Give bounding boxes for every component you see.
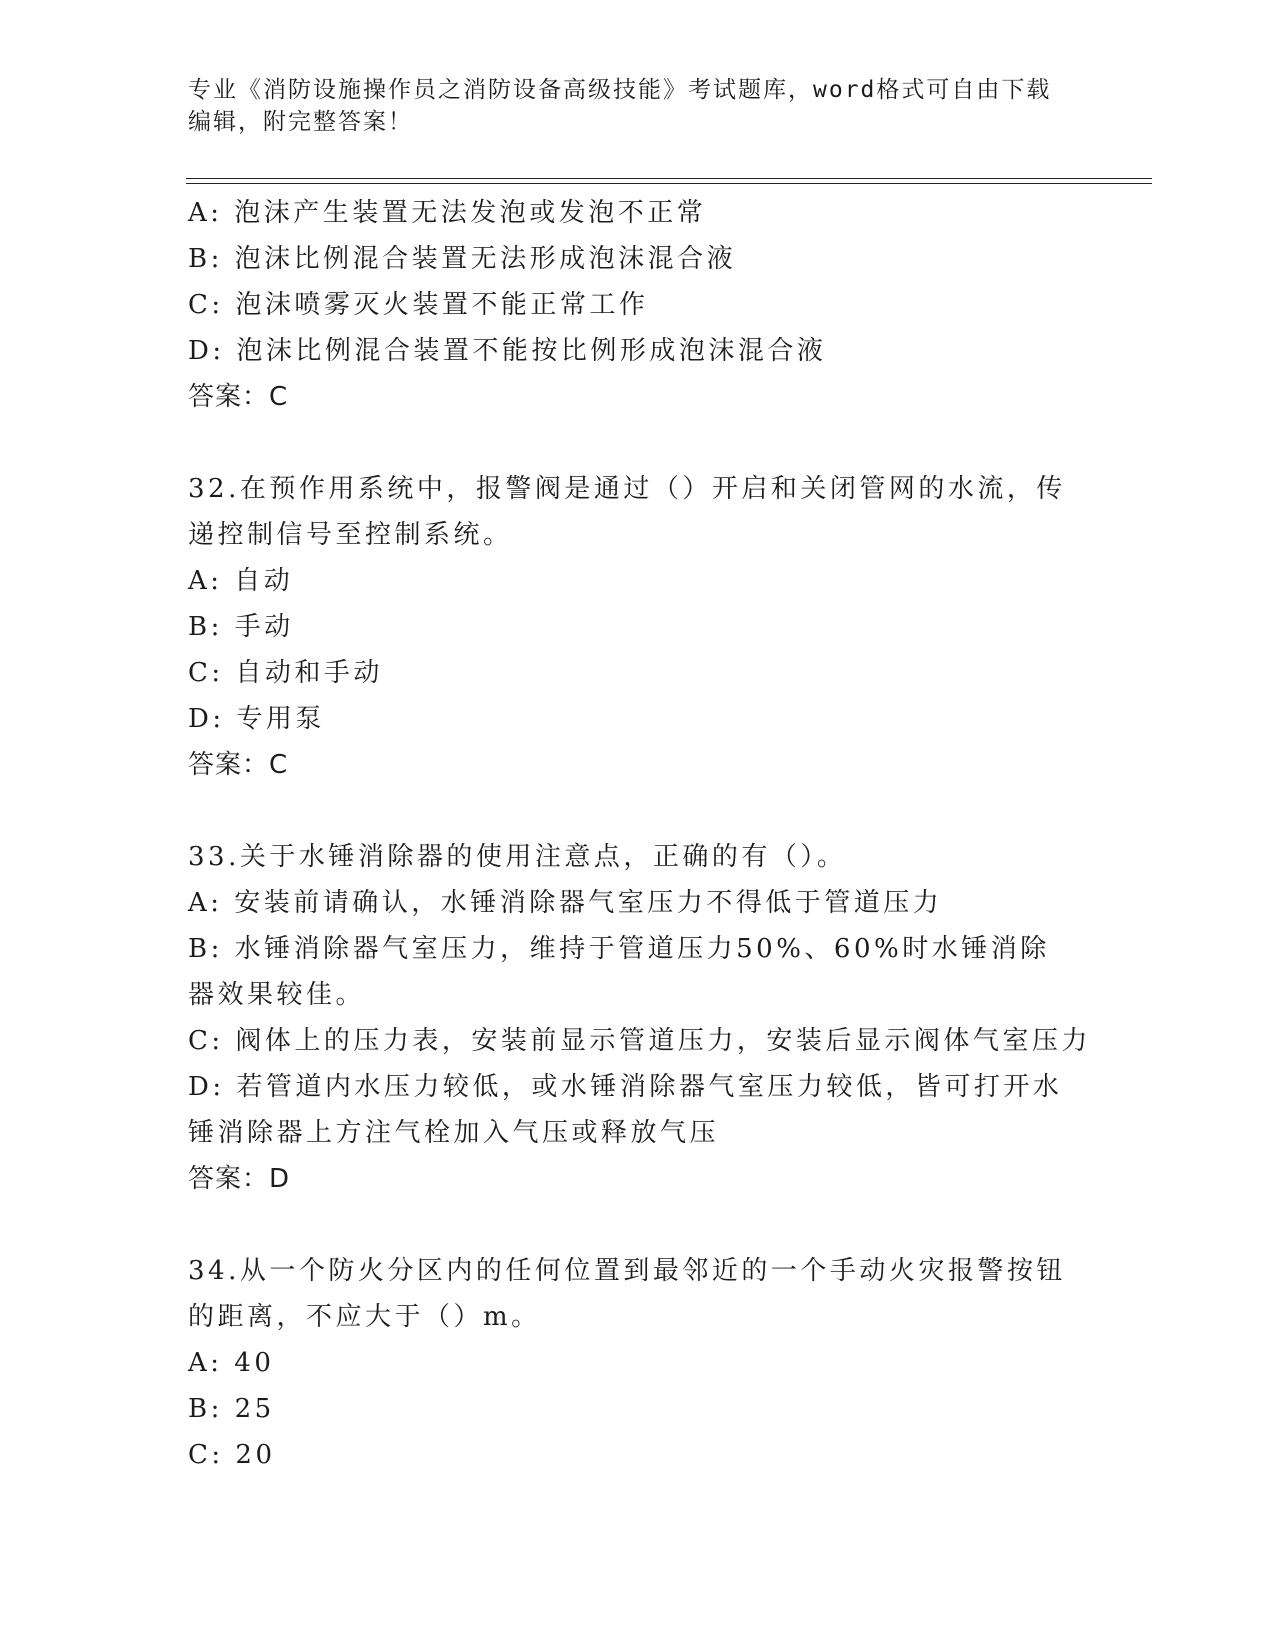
option-b: B: 水锤消除器气室压力，维持于管道压力50%、60%时水锤消除器效果较佳。 <box>188 934 1050 1010</box>
question-text: 33.关于水锤消除器的使用注意点，正确的有（）。 <box>188 842 847 872</box>
document-header: 专业《消防设施操作员之消防设备高级技能》考试题库，word格式可自由下载编辑，附完整答案！ <box>188 77 1052 135</box>
option-d: D: 泡沫比例混合装置不能按比例形成泡沫混合液 <box>188 336 827 366</box>
header-divider-bottom <box>186 183 1152 184</box>
question-block-33 <box>188 834 1091 1202</box>
option-d: D: 若管道内水压力较低，或水锤消除器气室压力较低，皆可打开水锤消除器上方注气栓加入气压或释放气压 <box>188 1072 1063 1148</box>
option-c: C: 阀体上的压力表，安装前显示管道压力，安装后显示阀体气室压力 <box>188 1026 1091 1056</box>
option-b: B: 25 <box>188 1394 275 1424</box>
option-b: B: 手动 <box>188 612 294 642</box>
option-a: A: 自动 <box>188 566 294 596</box>
answer-line: 答案：C <box>188 750 289 780</box>
question-block-34 <box>188 1248 1088 1478</box>
option-a: A: 40 <box>188 1348 275 1378</box>
option-a: A: 安装前请确认，水锤消除器气室压力不得低于管道压力 <box>188 888 943 918</box>
option-d: D: 专用泵 <box>188 704 325 734</box>
answer-line: 答案：D <box>188 1164 291 1194</box>
question-text: 32.在预作用系统中，报警阀是通过（）开启和关闭管网的水流，传递控制信号至控制系统。 <box>188 474 1066 550</box>
header-divider-top <box>186 178 1152 179</box>
option-c: C: 泡沫喷雾灭火装置不能正常工作 <box>188 290 649 320</box>
option-b: B: 泡沫比例混合装置无法形成泡沫混合液 <box>188 244 737 274</box>
option-c: C: 自动和手动 <box>188 658 383 688</box>
option-a: A: 泡沫产生装置无法发泡或发泡不正常 <box>188 198 707 228</box>
answer-line: 答案：C <box>188 382 289 412</box>
question-block-31 <box>188 190 1088 420</box>
question-text: 34.从一个防火分区内的任何位置到最邻近的一个手动火灾报警按钮的距离，不应大于（）m。 <box>188 1256 1066 1332</box>
option-c: C: 20 <box>188 1440 276 1470</box>
question-block-32 <box>188 466 1088 788</box>
question-list <box>188 190 1091 1478</box>
